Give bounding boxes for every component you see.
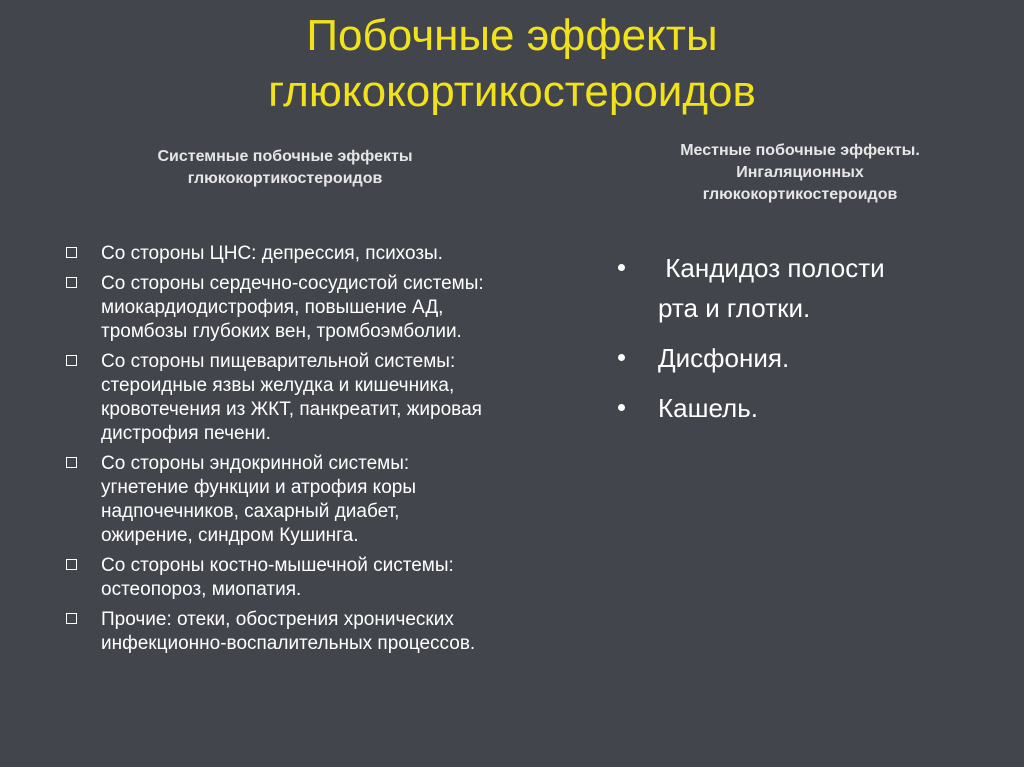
checkbox-icon — [66, 277, 77, 288]
list-item-line: Со стороны ЦНС: депрессия, психозы. — [101, 243, 443, 264]
list-item-line: Со стороны костно-мышечной системы: — [101, 555, 454, 576]
local-heading-line-1: Местные побочные эффекты. — [680, 142, 920, 159]
list-item — [618, 338, 998, 378]
list-item — [618, 248, 998, 328]
systemic-effects-heading — [60, 146, 510, 190]
list-item-line: надпочечников, сахарный диабет, — [101, 501, 400, 522]
slide-title-line-2: глюкокортикостероидов — [268, 67, 756, 116]
systemic-heading-line-2: глюкокортикостероидов — [187, 170, 383, 187]
bullet-icon — [618, 354, 625, 361]
list-item-line: Кашель. — [658, 393, 759, 423]
systemic-effects-list — [66, 242, 586, 662]
list-item — [66, 242, 586, 266]
list-item-line: Со стороны пищеварительной системы: — [101, 351, 456, 372]
list-item — [66, 350, 586, 446]
checkbox-icon — [66, 355, 77, 366]
local-effects-heading — [590, 140, 1010, 206]
bullet-icon — [618, 404, 625, 411]
list-item-line: Прочие: отеки, обострения хронических — [101, 609, 454, 630]
checkbox-icon — [66, 457, 77, 468]
list-item — [66, 608, 586, 656]
list-item-line: миокардиодистрофия, повышение АД, — [101, 297, 444, 318]
list-item-line: дистрофия печени. — [101, 423, 271, 444]
local-effects-list — [618, 248, 998, 438]
list-item — [66, 554, 586, 602]
local-heading-line-3: глюкокортикостероидов — [702, 186, 898, 203]
list-item-line: Со стороны эндокринной системы: — [101, 453, 410, 474]
checkbox-icon — [66, 247, 77, 258]
bullet-icon — [618, 264, 625, 271]
list-item-line: остеопороз, миопатия. — [101, 579, 302, 600]
checkbox-icon — [66, 559, 77, 570]
checkbox-icon — [66, 613, 77, 624]
list-item-line: Кандидоз полости — [658, 253, 885, 283]
list-item-line: тромбозы глубоких вен, тромбоэмболии. — [101, 321, 462, 342]
local-heading-line-2: Ингаляционных — [736, 164, 864, 181]
list-item-line: кровотечения из ЖКТ, панкреатит, жировая — [101, 399, 482, 420]
list-item-line: инфекционно-воспалительных процессов. — [101, 633, 476, 654]
list-item-line: Со стороны сердечно-сосудистой системы: — [101, 273, 484, 294]
list-item-line: ожирение, синдром Кушинга. — [101, 525, 359, 546]
list-item-line: угнетение функции и атрофия коры — [101, 477, 416, 498]
list-item — [618, 388, 998, 428]
list-item-line: рта и глотки. — [658, 293, 811, 323]
list-item — [66, 452, 586, 548]
systemic-heading-line-1: Системные побочные эффекты — [157, 148, 413, 165]
list-item-line: стероидные язвы желудка и кишечника, — [101, 375, 455, 396]
slide-title-line-1: Побочные эффекты — [306, 11, 718, 60]
list-item-line: Дисфония. — [658, 343, 790, 373]
list-item — [66, 272, 586, 344]
slide-title — [0, 8, 1024, 120]
